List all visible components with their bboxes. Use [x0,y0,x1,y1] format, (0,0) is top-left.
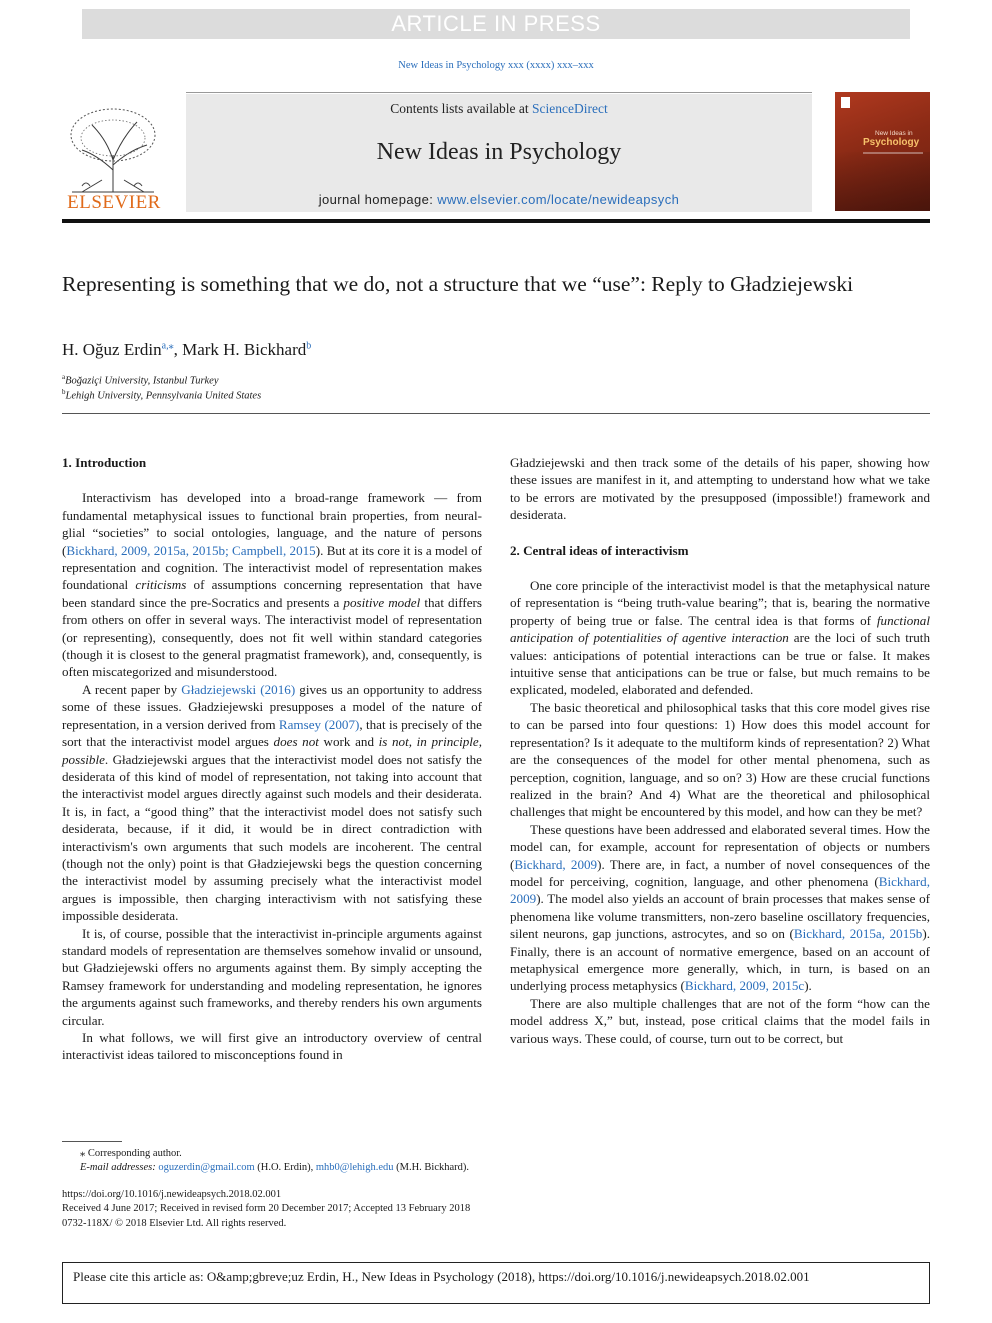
journal-cover-image[interactable] [835,92,930,211]
citation-link[interactable]: Gładziejewski (2016) [181,681,296,697]
section-1-heading: 1. Introduction [62,455,147,470]
author-bickhard-affiliation[interactable]: b [306,340,312,352]
cover-rule [863,152,923,154]
contents-line [186,101,812,117]
journal-reference[interactable]: New Ideas in Psychology xxx (xxxx) xxx–xxx [398,60,594,71]
citation-link[interactable]: Bickhard, 2009, 2015a, 2015b; Campbell, 2015 [66,542,316,558]
header-thick-rule [62,219,930,223]
doi-link[interactable]: https://doi.org/10.1016/j.newideapsych.2018.02.001 [62,1189,282,1200]
article-title: Representing is something that we do, not a structure that we “use”: Reply to Gładziejewski [62,272,854,296]
citation-link[interactable]: Bickhard, 2009, 2015c [684,978,805,994]
corresponding-author-note: ⁎ Corresponding author. [80,1148,182,1159]
abstract-rule [62,413,930,414]
affiliation-b-mark: b [62,388,66,396]
cover-title-big: Psychology [863,137,920,148]
citation-link[interactable]: Bickhard, 2009 [514,856,598,872]
footnote-rule [62,1141,122,1142]
section-2-heading: 2. Central ideas of interactivism [510,542,689,558]
affiliation-a [62,373,219,387]
received-dates: Received 4 June 2017; Received in revised form 20 December 2017; Accepted 13 February 2018 [62,1203,471,1214]
homepage-link[interactable]: www.elsevier.com/locate/newideapsych [437,192,680,207]
elsevier-wordmark[interactable]: ELSEVIER [67,192,161,213]
citation-link[interactable]: Ramsey (2007) [278,716,360,732]
affiliation-a-text: Boğaziçi University, Istanbul Turkey [65,375,219,387]
author-separator: , [173,340,183,359]
section-2-paragraph-2: The basic theoretical and philosophical tasks that this core model gives rise to can be parsed into four questions: 1) How does this model account for representation? Is it adequate to the multiform kinds of representation? 2) What are the consequences of the model for other mental phenomena, such as perception, cognition, language, and so on? 3) How are these crucial functions realized in the brain? And 4) What are the theoretical and philosophical challenges that might be encountered by this model, and how can they be met? [510,699,930,820]
citation-link[interactable]: Bickhard, 2009 [510,873,930,907]
cover-badge [841,97,850,108]
affiliation-b [62,388,261,402]
author-erdin[interactable]: H. Oğuz Erdin [62,340,162,359]
article-in-press-banner: ARTICLE IN PRESS [82,9,910,39]
email-link-erdin[interactable]: oguzerdin@gmail.com [158,1162,255,1173]
contents-prefix: Contents lists available at [390,101,532,116]
homepage-prefix: journal homepage: [318,192,438,207]
section-2-paragraph-3: These questions have been addressed and elaborated several times. How the model can, for example, account for representation of objects or numbers (Bickhard, 2009). There are, in fact, a number of novel consequences of the model for perceiving, cognition, language, and other phenomena (Bickhard, 2009). The model also yields an account of brain processes that makes sense of phenomena like volume transmitters, non-zero baseline oscillatory frequencies, silent neurons, gap junctions, astrocytes, and so on (Bickhard, 2015a, 2015b). Finally, there is an account of normative emergence, based on an account of metaphysical emergence more generally, which, in turn, is based on an underlying process metaphysics (Bickhard, 2009, 2015c). [510,821,931,994]
intro-paragraph-2: A recent paper by Gładziejewski (2016) gives us an opportunity to address some of these issues. Gładziejewski presupposes a model of the nature of representation, in a version derived from Ramsey (2007), that is precisely of the sort that the interactivist model argues does not work and is not, in principle, possible. Gładziejewski argues that the interactivist model does not satisfy the desiderata of this kind of model of representation, not taking into account that the interactivist model argues directly against such models and their desiderata. It is, in fact, a “good thing” that the interactivist model does not satisfy such desiderata, because, if it did, it would be in direct contradiction with interactivism's own arguments that such models are incoherent. The central (though not the only) point is that Gładziejewski begs the question concerning the interactivist model by assuming precisely what the interactivist model argues is impossible, then charging interactivism with not satisfying these impossible desiderata. [62,681,483,924]
sciencedirect-link[interactable]: ScienceDirect [532,101,608,116]
email-link-bickhard[interactable]: mhb0@lehigh.edu [315,1162,394,1173]
journal-title: New Ideas in Psychology [376,139,622,165]
citation-link[interactable]: Bickhard, 2015a, 2015b [793,926,923,942]
author-list [62,340,311,360]
citation-box [62,1262,930,1304]
cover-stripe [835,152,930,211]
author-bickhard[interactable]: Mark H. Bickhard [182,340,307,359]
right-column [510,454,930,1047]
email-addresses: E-mail addresses: oguzerdin@gmail.com (H.O. Erdin), mhb0@lehigh.edu (M.H. Bickhard). [80,1162,470,1173]
copyright-line: 0732-118X/ © 2018 Elsevier Ltd. All rights reserved. [62,1218,287,1229]
citation-text: Please cite this article as: O&amp;gbreve;uz Erdin, H., New Ideas in Psychology (2018), https://doi.org/10.1016/j.newideapsych.2018.02.001 [73,1269,810,1284]
intro-paragraph-4-continued: Gładziejewski and then track some of the details of his paper, showing how these issues are manifest in it, and attempting to understand how what we take to be errors are motivated by the presupposed (impossible!) framework and desiderata. [510,455,930,523]
section-2-paragraph-1: One core principle of the interactivist model is that the metaphysical nature of representation is “being truth-value bearing”; that is, bearing the normative property of being true or false. The central idea is that forms of functional anticipation of potentialities of agentive interaction are the loci of such truth values: anticipations of potential interactions can be true or false. It makes intuitive sense that anticipations can be true or false, but much remains to be explicated, modeled, elaborated and defended. [510,578,930,698]
affiliation-a-mark: a [62,373,66,381]
cover-title-small: New Ideas in [875,130,913,137]
intro-paragraph-4: In what follows, we will first give an introductory overview of central interactivist ideas tailored to misconceptions found in [62,1030,482,1063]
affiliation-b-text: Lehigh University, Pennsylvania United States [65,390,262,402]
author-erdin-affiliation[interactable]: a,⁎ [161,340,174,352]
header-rule [186,92,812,93]
left-column [62,454,482,1064]
journal-homepage [186,192,812,207]
intro-paragraph-1: Interactivism has developed into a broad-range framework — from fundamental metaphysical issues to functional brain properties, from neural-glial “societies” to social ontologies, language, and the nature of persons (Bickhard, 2009, 2015a, 2015b; Campbell, 2015). But at its core it is a model of representation and cognition. The interactivist model of representation makes foundational criticisms of assumptions concerning representation that have been standard since the pre-Socratics and presents a positive model that differs from others on offer in several ways. The interactivist model of representation (or representing), consequently, does not fit well within standard categories (though it is closest to the general pragmatist framework), and, consequently, is often miscategorized and misunderstood. [62,490,482,680]
intro-paragraph-3: It is, of course, possible that the interactivist in-principle arguments against standard models of representation are themselves somehow invalid or unsound, but Gładziejewski offers no arguments against them. By simply accepting the Ramsey framework for understanding and modeling representation, he ignores the arguments against such frameworks, and thereby renders his own arguments circular. [62,925,482,1028]
section-2-paragraph-4: There are also multiple challenges that are not of the form “how can the model address X,” but, instead, pose critical claims that the model fails in various ways. These could, of course, turn out to be correct, but [510,995,930,1046]
